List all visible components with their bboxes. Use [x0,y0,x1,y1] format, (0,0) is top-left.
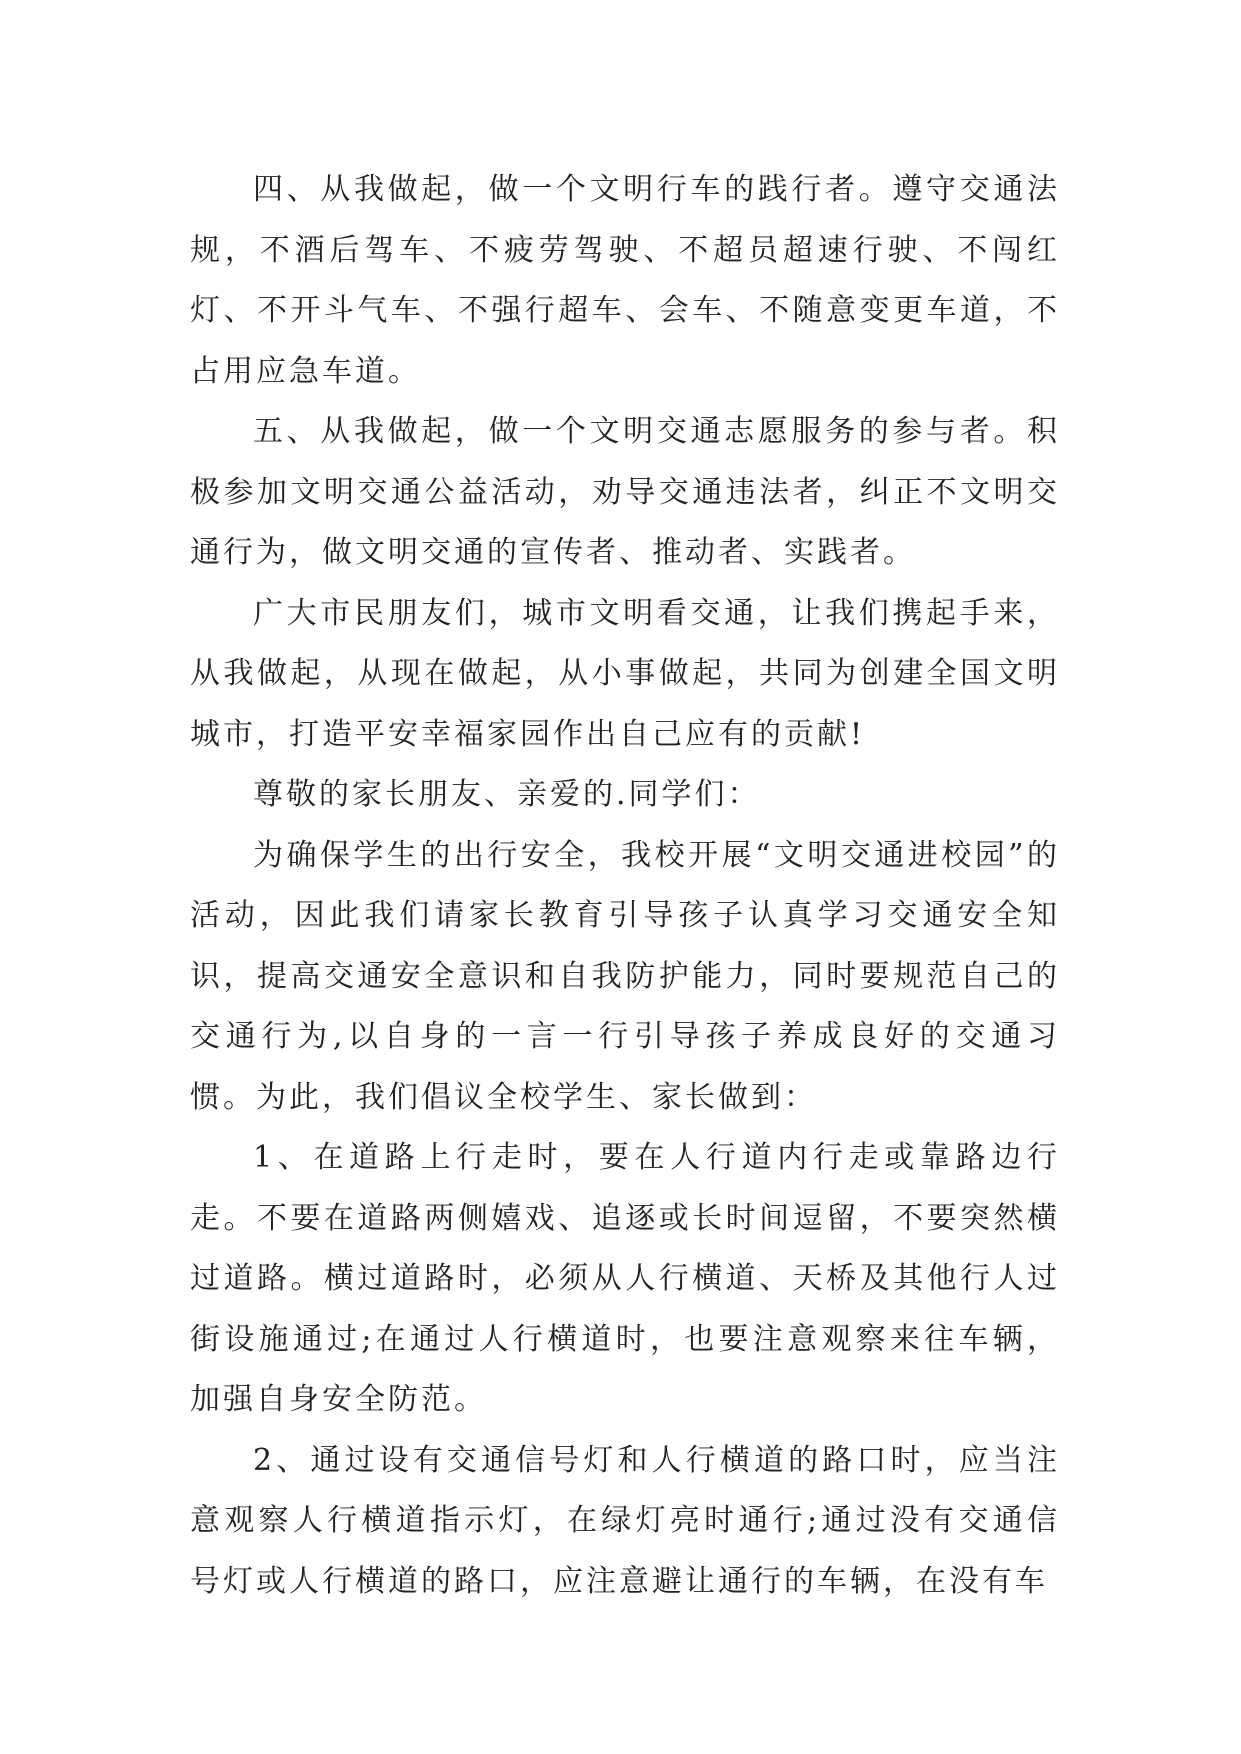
paragraph-school-initiative: 为确保学生的出行安全，我校开展“文明交通进校园”的活动，因此我们请家长教育引导孩子认真学习交通安全知识，提高交通安全意识和自我防护能力，同时要规范自己的交通行为,以自身的一言一行引导孩子养成良好的交通习惯。为此，我们倡议全校学生、家长做到： [190,837,1060,1115]
paragraph-salutation: 尊敬的家长朋友、亲爱的.同学们： [253,777,761,812]
paragraph-volunteer-service: 五、从我做起，做一个文明交通志愿服务的参与者。积极参加文明交通公益活动，劝导交通违法者，纠正不文明交通行为，做文明交通的宣传者、推动者、实践者。 [190,414,1060,570]
paragraph-rule-2: 2、通过设有交通信号灯和人行横道的路口时，应当注意观察人行横道指示灯，在绿灯亮时通行;通过没有交通信号灯或人行横道的路口，应注意避让通行的车辆，在没有车 [190,1442,1060,1599]
document-body [190,160,1060,1612]
paragraph-rule-1: 1、在道路上行走时，要在人行道内行走或靠路边行走。不要在道路两侧嬉戏、追逐或长时间逗留，不要突然横过道路。横过道路时，必须从人行横道、天桥及其他行人过街设施通过;在通过人行横道时，也要注意观察来往车辆，加强自身安全防范。 [190,1140,1060,1417]
paragraph-citizen-appeal: 广大市民朋友们，城市文明看交通，让我们携起手来，从我做起，从现在做起，从小事做起，共同为创建全国文明城市，打造平安幸福家园作出自己应有的贡献! [190,595,1060,752]
paragraph-civil-driving: 四、从我做起，做一个文明行车的践行者。遵守交通法规，不酒后驾车、不疲劳驾驶、不超员超速行驶、不闯红灯、不开斗气车、不强行超车、会车、不随意变更车道，不占用应急车道。 [190,172,1060,389]
